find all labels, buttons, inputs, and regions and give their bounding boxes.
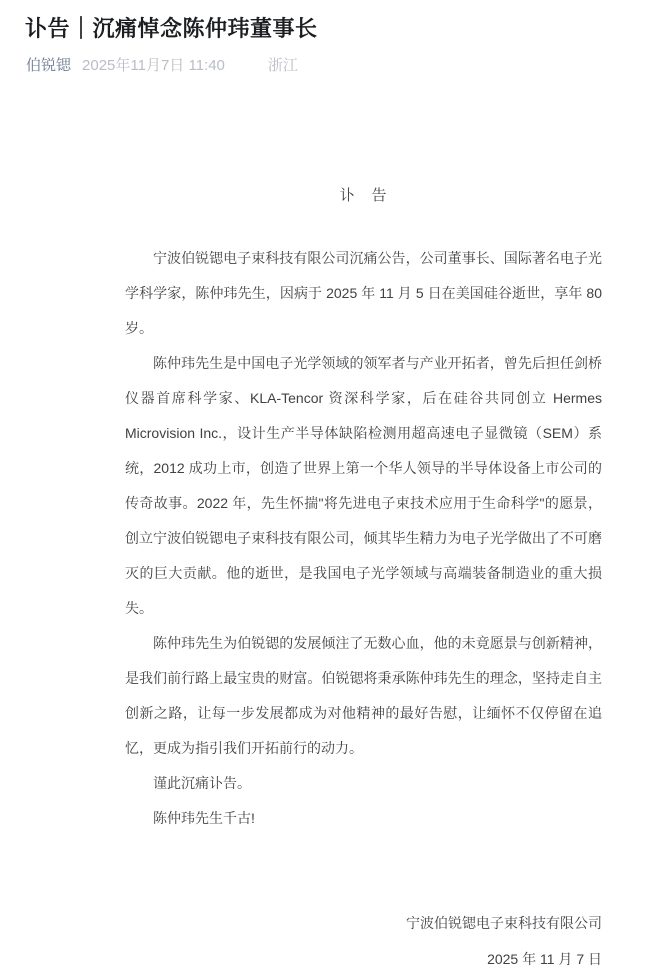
source-account-link[interactable]: 伯锐锶 xyxy=(26,57,72,74)
obituary-paragraph: 陈仲玮先生是中国电子光学领域的领军者与产业开拓者，曾先后担任剑桥仪器首席科学家、KLA-Tencor 资深科学家，后在硅谷共同创立 Hermes Microvision Inc.，设计生产半导体缺陷检测用超高速电子显微镜（SEM）系统，2012 成功上市，创造了世界上第一个华人领导的半导体设备上市公司的传奇故事。2022 年，先生怀揣"将先进电子束技术应用于生命科学"的愿景，创立宁波伯锐锶电子束科技有限公司，倾其毕生精力为电子光学做出了不可磨灭的巨大贡献。他的逝世，是我国电子光学领域与高端装备制造业的重大损失。 xyxy=(125,355,602,616)
obituary-paragraph: 谨此沉痛讣告。 xyxy=(153,775,251,791)
byline xyxy=(26,56,298,76)
obituary-paragraph: 陈仲玮先生千古! xyxy=(153,810,255,826)
obituary-document xyxy=(125,186,602,977)
signature-date: 2025 年 11 月 7 日 xyxy=(487,951,602,967)
obituary-heading: 讣 告 xyxy=(339,187,388,204)
signature-company: 宁波伯锐锶电子束科技有限公司 xyxy=(406,915,602,931)
obituary-paragraph: 宁波伯锐锶电子束科技有限公司沉痛公告，公司董事长、国际著名电子光学科学家，陈仲玮先生，因病于 2025 年 11 月 5 日在美国硅谷逝世，享年 80 岁。 xyxy=(125,250,602,336)
publish-location: 浙江 xyxy=(267,57,298,74)
signature-block xyxy=(125,905,602,977)
article-title: 讣告｜沉痛悼念陈仲玮董事长 xyxy=(25,16,318,41)
publish-datetime: 2025年11月7日 11:40 xyxy=(82,57,225,74)
obituary-body xyxy=(125,241,602,836)
obituary-paragraph: 陈仲玮先生为伯锐锶的发展倾注了无数心血，他的未竟愿景与创新精神，是我们前行路上最宝贵的财富。伯锐锶将秉承陈仲玮先生的理念，坚持走自主创新之路，让每一步发展都成为对他精神的最好告慰，让缅怀不仅停留在追忆，更成为指引我们开拓前行的动力。 xyxy=(125,635,602,756)
